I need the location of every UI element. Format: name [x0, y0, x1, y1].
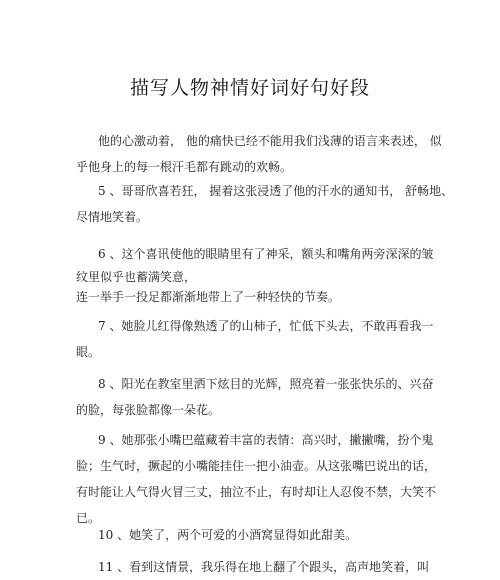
- paragraph-line: 9 、她那张小嘴巴蕴藏着丰富的表情：高兴时，撇撇嘴，扮个鬼: [98, 433, 434, 447]
- paragraph-line: 6 、这个喜讯使他的眼睛里有了神采，额头和嘴角两旁深深的皱: [98, 247, 434, 261]
- paragraph-5: [76, 371, 436, 423]
- paragraph-line: 尽情地笑着。: [76, 210, 149, 224]
- paragraph-line: 7 、她脸儿红得像熟透了的山柿子，忙低下头去，不敢再看我一: [98, 319, 434, 333]
- document-title: 描写人物神情好词好句好段: [129, 77, 370, 99]
- paragraph-line: 他的心激动着， 他的痛快已经不能用我们浅薄的语言来表述， 似: [98, 134, 442, 148]
- paragraph-line: 脸；生气时，撅起的小嘴能挂住一把小油壶。从这张嘴巴说出的话，: [76, 459, 437, 473]
- paragraph-line: 眼。: [76, 345, 101, 359]
- paragraph-line: 已。: [76, 511, 101, 525]
- paragraph-line: 连一举手一投足都渐渐地带上了一种轻快的节奏。: [76, 290, 341, 304]
- paragraph-2: [76, 178, 454, 230]
- paragraph-7: [76, 522, 436, 548]
- paragraph-line: 纹里似乎也蓄满笑意，: [76, 270, 197, 284]
- paragraph-line: 8 、阳光在教室里洒下炫目的光辉，照亮着一张张快乐的、兴奋: [98, 377, 434, 391]
- paragraph-8: [76, 554, 436, 580]
- paragraph-line: 有时能让人气得火冒三丈，抽泣不止，有时却让人忍俊不禁，大笑不: [76, 485, 437, 499]
- paragraph-line: 5 、哥哥欣喜若狂， 握着这张浸透了他的汗水的通知书， 舒畅地、: [98, 184, 454, 198]
- paragraph-line: 10 、她笑了，两个可爱的小酒窝显得如此甜美。: [98, 528, 358, 542]
- paragraph-line: 11 、看到这情景，我乐得在地上翻了个跟头，高声地笑着，叫: [98, 560, 430, 574]
- paragraph-line: 的脸，每张脸都像一朵花。: [76, 403, 221, 417]
- paragraph-6: [76, 427, 436, 531]
- paragraph-1: [76, 128, 442, 180]
- paragraph-3: [76, 241, 436, 307]
- paragraph-4: [76, 313, 436, 365]
- paragraph-line: 乎他身上的每一根汗毛都有跳动的欢畅。: [76, 160, 293, 174]
